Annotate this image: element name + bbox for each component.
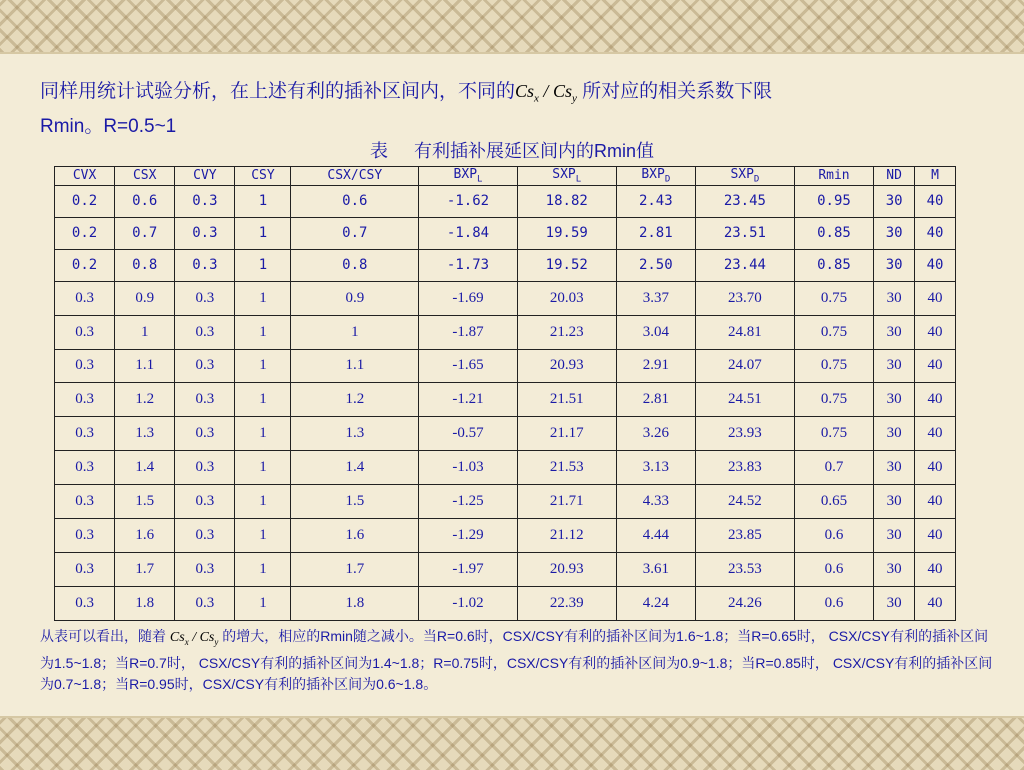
table-cell: 20.03 bbox=[517, 281, 616, 315]
column-header: Rmin bbox=[794, 167, 873, 186]
intro-paragraph bbox=[40, 77, 1000, 141]
column-header: ND bbox=[874, 167, 915, 186]
table-cell: 0.3 bbox=[55, 383, 115, 417]
table-cell: 24.51 bbox=[696, 383, 795, 417]
table-cell: 0.8 bbox=[115, 249, 175, 281]
table-cell: 1.6 bbox=[291, 519, 419, 553]
table-cell: 1 bbox=[235, 586, 291, 620]
table-cell: 30 bbox=[874, 519, 915, 553]
table-cell: 0.85 bbox=[794, 217, 873, 249]
table-cell: 0.3 bbox=[175, 315, 235, 349]
table-cell: 21.17 bbox=[517, 417, 616, 451]
table-cell: 0.8 bbox=[291, 249, 419, 281]
table-cell: 1 bbox=[235, 553, 291, 587]
table-row bbox=[55, 586, 956, 620]
note-text-1: 从表可以看出，随着 bbox=[40, 628, 170, 644]
table-cell: 1 bbox=[235, 185, 291, 217]
table-cell: 24.26 bbox=[696, 586, 795, 620]
table-cell: -1.29 bbox=[419, 519, 518, 553]
table-cell: 4.33 bbox=[616, 485, 695, 519]
column-header: M bbox=[915, 167, 956, 186]
table-row bbox=[55, 185, 956, 217]
table-cell: 0.3 bbox=[55, 451, 115, 485]
table-cell: 0.75 bbox=[794, 383, 873, 417]
table-cell: 0.6 bbox=[794, 586, 873, 620]
rmin-table bbox=[54, 166, 956, 621]
table-cell: -1.69 bbox=[419, 281, 518, 315]
table-cell: 30 bbox=[874, 383, 915, 417]
table-cell: 4.24 bbox=[616, 586, 695, 620]
table-cell: 0.3 bbox=[175, 451, 235, 485]
table-cell: 0.2 bbox=[55, 249, 115, 281]
table-cell: 40 bbox=[915, 519, 956, 553]
table-cell: 2.91 bbox=[616, 349, 695, 383]
table-cell: 30 bbox=[874, 485, 915, 519]
table-cell: 0.7 bbox=[794, 451, 873, 485]
cs-ratio-formula: $Cs_x / Cs_y$ bbox=[515, 81, 577, 105]
table-cell: 1 bbox=[235, 417, 291, 451]
table-cell: 1 bbox=[235, 315, 291, 349]
column-header: $SXP_D$ bbox=[696, 167, 795, 186]
table-cell: 1 bbox=[115, 315, 175, 349]
table-cell: 30 bbox=[874, 553, 915, 587]
table-cell: 1 bbox=[235, 519, 291, 553]
table-cell: 0.3 bbox=[55, 349, 115, 383]
table-cell: 2.50 bbox=[616, 249, 695, 281]
table-cell: 0.3 bbox=[175, 553, 235, 587]
table-row bbox=[55, 383, 956, 417]
table-cell: 21.12 bbox=[517, 519, 616, 553]
table-cell: -1.25 bbox=[419, 485, 518, 519]
table-cell: 0.2 bbox=[55, 185, 115, 217]
table-cell: 23.85 bbox=[696, 519, 795, 553]
table-cell: -1.62 bbox=[419, 185, 518, 217]
note-text-2: 的增大，相应的Rmin随之减小。当R=0.6时，CSX/CSY有利的插补区间为1.6~1.8；当R=0.65时， CSX/CSY有利的插补区间为1.5~1.8；当R=0.7时， CSX/CSY有利的插补区间为1.4~1.8；R=0.75时，CSX/CSY有利的插补区间为0.9~1.8；当R=0.85时， CSX/CSY有利的插补区间为0.7~1.8；当R=0.95时，CSX/CSY有利的插补区间为0.6~1.8。 bbox=[40, 628, 993, 692]
table-cell: 1.2 bbox=[291, 383, 419, 417]
table-cell: -1.65 bbox=[419, 349, 518, 383]
table-cell: 19.59 bbox=[517, 217, 616, 249]
table-row bbox=[55, 315, 956, 349]
table-cell: 30 bbox=[874, 249, 915, 281]
table-cell: 1 bbox=[235, 249, 291, 281]
table-cell: 0.6 bbox=[115, 185, 175, 217]
table-row bbox=[55, 249, 956, 281]
table-cell: 40 bbox=[915, 383, 956, 417]
table-cell: -0.57 bbox=[419, 417, 518, 451]
table-cell: 1 bbox=[291, 315, 419, 349]
table-cell: 24.07 bbox=[696, 349, 795, 383]
table-cell: 40 bbox=[915, 217, 956, 249]
table-cell: 1.8 bbox=[115, 586, 175, 620]
table-cell: 23.70 bbox=[696, 281, 795, 315]
table-cell: 1.3 bbox=[115, 417, 175, 451]
table-cell: -1.03 bbox=[419, 451, 518, 485]
table-cell: 0.75 bbox=[794, 417, 873, 451]
table-cell: 0.3 bbox=[175, 383, 235, 417]
table-cell: 23.51 bbox=[696, 217, 795, 249]
decorative-border-top bbox=[0, 0, 1024, 54]
table-cell: 0.3 bbox=[175, 281, 235, 315]
column-header: CSY bbox=[235, 167, 291, 186]
table-cell: 21.23 bbox=[517, 315, 616, 349]
table-cell: 0.3 bbox=[55, 417, 115, 451]
table-row bbox=[55, 553, 956, 587]
table-cell: 2.81 bbox=[616, 217, 695, 249]
table-cell: 2.43 bbox=[616, 185, 695, 217]
table-cell: 40 bbox=[915, 349, 956, 383]
column-header: CSX bbox=[115, 167, 175, 186]
intro-text-2: 所对应的相关系数下限 bbox=[576, 81, 773, 102]
table-cell: 30 bbox=[874, 315, 915, 349]
table-cell: 24.81 bbox=[696, 315, 795, 349]
table-cell: 30 bbox=[874, 417, 915, 451]
column-header: $SXP_L$ bbox=[517, 167, 616, 186]
table-cell: 23.53 bbox=[696, 553, 795, 587]
table-cell: 0.6 bbox=[291, 185, 419, 217]
table-cell: 0.3 bbox=[175, 485, 235, 519]
intro-text-1: 同样用统计试验分析，在上述有利的插补区间内，不同的 bbox=[40, 81, 516, 102]
table-cell: 0.3 bbox=[55, 281, 115, 315]
table-body bbox=[55, 185, 956, 620]
table-cell: 0.3 bbox=[175, 586, 235, 620]
table-cell: 18.82 bbox=[517, 185, 616, 217]
table-cell: 0.6 bbox=[794, 519, 873, 553]
table-cell: 40 bbox=[915, 249, 956, 281]
table-cell: 40 bbox=[915, 281, 956, 315]
table-cell: 0.3 bbox=[175, 519, 235, 553]
table-cell: 40 bbox=[915, 586, 956, 620]
table-cell: 21.53 bbox=[517, 451, 616, 485]
conclusion-paragraph bbox=[40, 626, 1000, 695]
table-cell: 0.3 bbox=[175, 349, 235, 383]
table-cell: 1.8 bbox=[291, 586, 419, 620]
table-cell: 0.7 bbox=[291, 217, 419, 249]
table-cell: 0.7 bbox=[115, 217, 175, 249]
table-cell: 0.3 bbox=[55, 553, 115, 587]
table-header-row bbox=[55, 167, 956, 186]
table-cell: 0.65 bbox=[794, 485, 873, 519]
table-cell: 40 bbox=[915, 185, 956, 217]
table-cell: 20.93 bbox=[517, 349, 616, 383]
table-cell: 0.85 bbox=[794, 249, 873, 281]
table-cell: 0.3 bbox=[175, 249, 235, 281]
table-cell: 1.1 bbox=[291, 349, 419, 383]
column-header: CSX/CSY bbox=[291, 167, 419, 186]
table-cell: 1.4 bbox=[115, 451, 175, 485]
table-cell: 0.3 bbox=[175, 217, 235, 249]
table-cell: 23.44 bbox=[696, 249, 795, 281]
table-cell: 3.61 bbox=[616, 553, 695, 587]
table-cell: 24.52 bbox=[696, 485, 795, 519]
table-cell: 1 bbox=[235, 485, 291, 519]
table-cell: 30 bbox=[874, 281, 915, 315]
table-cell: 40 bbox=[915, 451, 956, 485]
column-header: $BXP_D$ bbox=[616, 167, 695, 186]
table-cell: 30 bbox=[874, 586, 915, 620]
column-header: $BXP_L$ bbox=[419, 167, 518, 186]
table-row bbox=[55, 349, 956, 383]
table-cell: 1.2 bbox=[115, 383, 175, 417]
caption-prefix: 表 bbox=[369, 141, 388, 161]
table-cell: 30 bbox=[874, 349, 915, 383]
table-cell: -1.73 bbox=[419, 249, 518, 281]
table-cell: 19.52 bbox=[517, 249, 616, 281]
table-cell: 2.81 bbox=[616, 383, 695, 417]
table-cell: 0.75 bbox=[794, 349, 873, 383]
table-cell: 0.9 bbox=[291, 281, 419, 315]
table-cell: 1.4 bbox=[291, 451, 419, 485]
table-cell: 4.44 bbox=[616, 519, 695, 553]
table-cell: 23.93 bbox=[696, 417, 795, 451]
table-caption bbox=[0, 137, 1024, 163]
table-cell: 0.75 bbox=[794, 315, 873, 349]
table-cell: 23.83 bbox=[696, 451, 795, 485]
table-cell: 1 bbox=[235, 349, 291, 383]
table-cell: 40 bbox=[915, 485, 956, 519]
table-cell: 1.7 bbox=[115, 553, 175, 587]
table-cell: 40 bbox=[915, 553, 956, 587]
table-cell: 23.45 bbox=[696, 185, 795, 217]
table-cell: 1.5 bbox=[291, 485, 419, 519]
table-cell: 1 bbox=[235, 451, 291, 485]
caption-title: 有利插补展延区间内的Rmin值 bbox=[413, 141, 654, 161]
table-cell: 1.7 bbox=[291, 553, 419, 587]
table-cell: 0.2 bbox=[55, 217, 115, 249]
table-cell: 21.51 bbox=[517, 383, 616, 417]
table-cell: 0.3 bbox=[55, 315, 115, 349]
table-cell: 3.13 bbox=[616, 451, 695, 485]
table-cell: 1.6 bbox=[115, 519, 175, 553]
table-row bbox=[55, 451, 956, 485]
decorative-border-bottom bbox=[0, 716, 1024, 770]
table-cell: 0.75 bbox=[794, 281, 873, 315]
table-cell: 3.37 bbox=[616, 281, 695, 315]
table-cell: 21.71 bbox=[517, 485, 616, 519]
table-cell: 30 bbox=[874, 217, 915, 249]
table-cell: 0.6 bbox=[794, 553, 873, 587]
table-cell: 1 bbox=[235, 217, 291, 249]
table-row bbox=[55, 519, 956, 553]
table-cell: -1.87 bbox=[419, 315, 518, 349]
table-row bbox=[55, 217, 956, 249]
table-cell: 0.3 bbox=[175, 185, 235, 217]
table-cell: 0.3 bbox=[55, 485, 115, 519]
table-row bbox=[55, 281, 956, 315]
table-cell: 1.1 bbox=[115, 349, 175, 383]
table-row bbox=[55, 417, 956, 451]
table-cell: 1 bbox=[235, 383, 291, 417]
table-cell: -1.21 bbox=[419, 383, 518, 417]
cs-ratio-formula-note: $Cs_x / Cs_y$ bbox=[169, 630, 219, 647]
table-cell: 3.04 bbox=[616, 315, 695, 349]
table-cell: 0.95 bbox=[794, 185, 873, 217]
table-cell: 0.3 bbox=[175, 417, 235, 451]
table-cell: -1.84 bbox=[419, 217, 518, 249]
table-cell: -1.97 bbox=[419, 553, 518, 587]
table-cell: 1.5 bbox=[115, 485, 175, 519]
table-cell: 22.39 bbox=[517, 586, 616, 620]
table-row bbox=[55, 485, 956, 519]
table-cell: 30 bbox=[874, 451, 915, 485]
column-header: CVX bbox=[55, 167, 115, 186]
table-cell: 20.93 bbox=[517, 553, 616, 587]
table-cell: 1 bbox=[235, 281, 291, 315]
table-cell: 0.3 bbox=[55, 586, 115, 620]
intro-text-3: Rmin。R=0.5~1 bbox=[40, 115, 177, 137]
table-cell: 40 bbox=[915, 417, 956, 451]
table-cell: 3.26 bbox=[616, 417, 695, 451]
table-cell: 0.9 bbox=[115, 281, 175, 315]
table-cell: 0.3 bbox=[55, 519, 115, 553]
table-cell: 1.3 bbox=[291, 417, 419, 451]
table-cell: -1.02 bbox=[419, 586, 518, 620]
table-cell: 40 bbox=[915, 315, 956, 349]
column-header: CVY bbox=[175, 167, 235, 186]
table-cell: 30 bbox=[874, 185, 915, 217]
